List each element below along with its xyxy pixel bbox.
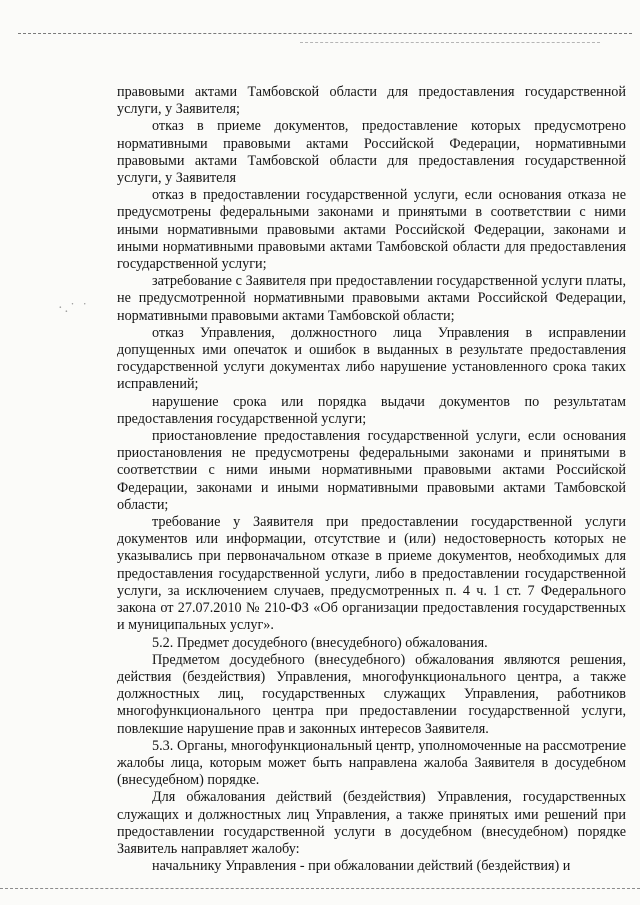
scan-top-edge-faint xyxy=(300,42,600,43)
document-page xyxy=(117,84,626,875)
paragraph: Предметом досудебного (внесудебного) обжалования являются решения, действия (бездействия) Управления, многофункционального центра, а также должностных лиц, государственных служащих Управления, работников многофункционального центра при предоставлении государственной услуги, повлекшие нарушение прав и законных интересов Заявителя. xyxy=(117,651,626,737)
scan-top-edge xyxy=(18,33,632,34)
paragraph: правовыми актами Тамбовской области для предоставления государственной услуги, у Заявителя; xyxy=(117,84,626,118)
paragraph: затребование с Заявителя при предоставлении государственной услуги платы, не предусмотренной нормативными правовыми актами Российской Федерации, нормативными правовыми актами Тамбовской области; xyxy=(117,273,626,324)
paragraph: требование у Заявителя при предоставлении государственной услуги документов или информации, отсутствие и (или) недостоверность которых не указывались при первоначальном отказе в приеме документов, необходимых для предоставления государственной услуги, либо в предоставлении государственной услуги, за исключением случаев, предусмотренных п. 4 ч. 1 ст. 7 Федерального закона от 27.07.2010 № 210-ФЗ «Об организации предоставления государственных и муниципальных услуг». xyxy=(117,514,626,634)
paragraph: Для обжалования действий (бездействия) Управления, государственных служащих и должностных лиц Управления, а также принятых ими решений при предоставлении государственной услуги в досудебном (внесудебном) порядке Заявитель направляет жалобу: xyxy=(117,789,626,857)
section-heading: 5.3. Органы, многофункциональный центр, уполномоченные на рассмотрение жалобы лица, которым может быть направлена жалоба Заявителя в досудебном (внесудебном) порядке. xyxy=(117,737,626,789)
paragraph: отказ в приеме документов, предоставление которых предусмотрено нормативными правовыми актами Российской Федерации, нормативными правовыми актами Тамбовской области для предоставления государственной услуги, у Заявителя xyxy=(117,118,626,187)
paragraph: начальнику Управления - при обжаловании действий (бездействия) и xyxy=(152,858,571,875)
scan-specks: ·.˙ ˙ xyxy=(58,301,89,316)
section-heading: 5.2. Предмет досудебного (внесудебного) обжалования. xyxy=(152,634,488,651)
paragraph: нарушение срока или порядка выдачи документов по результатам предоставления государственной услуги; xyxy=(117,393,626,427)
paragraph: приостановление предоставления государственной услуги, если основания приостановления не предусмотрены федеральными законами и принятыми в соответствии с ними иными нормативными правовыми актами Российской Федерации, законами и иными нормативными правовыми актами Тамбовской области; xyxy=(117,428,626,513)
scan-bottom-edge xyxy=(0,888,640,889)
paragraph: отказ Управления, должностного лица Управления в исправлении допущенных ими опечаток и ошибок в выданных в результате предоставления государственной услуги документах либо нарушение установленного срока таких исправлений; xyxy=(117,324,626,393)
paragraph: отказ в предоставлении государственной услуги, если основания отказа не предусмотрены федеральными законами и принятыми в соответствии с ними иными нормативными правовыми актами Российской Федерации, законами и иными нормативными правовыми актами Тамбовской области для предоставления государственной услуги; xyxy=(117,187,626,273)
